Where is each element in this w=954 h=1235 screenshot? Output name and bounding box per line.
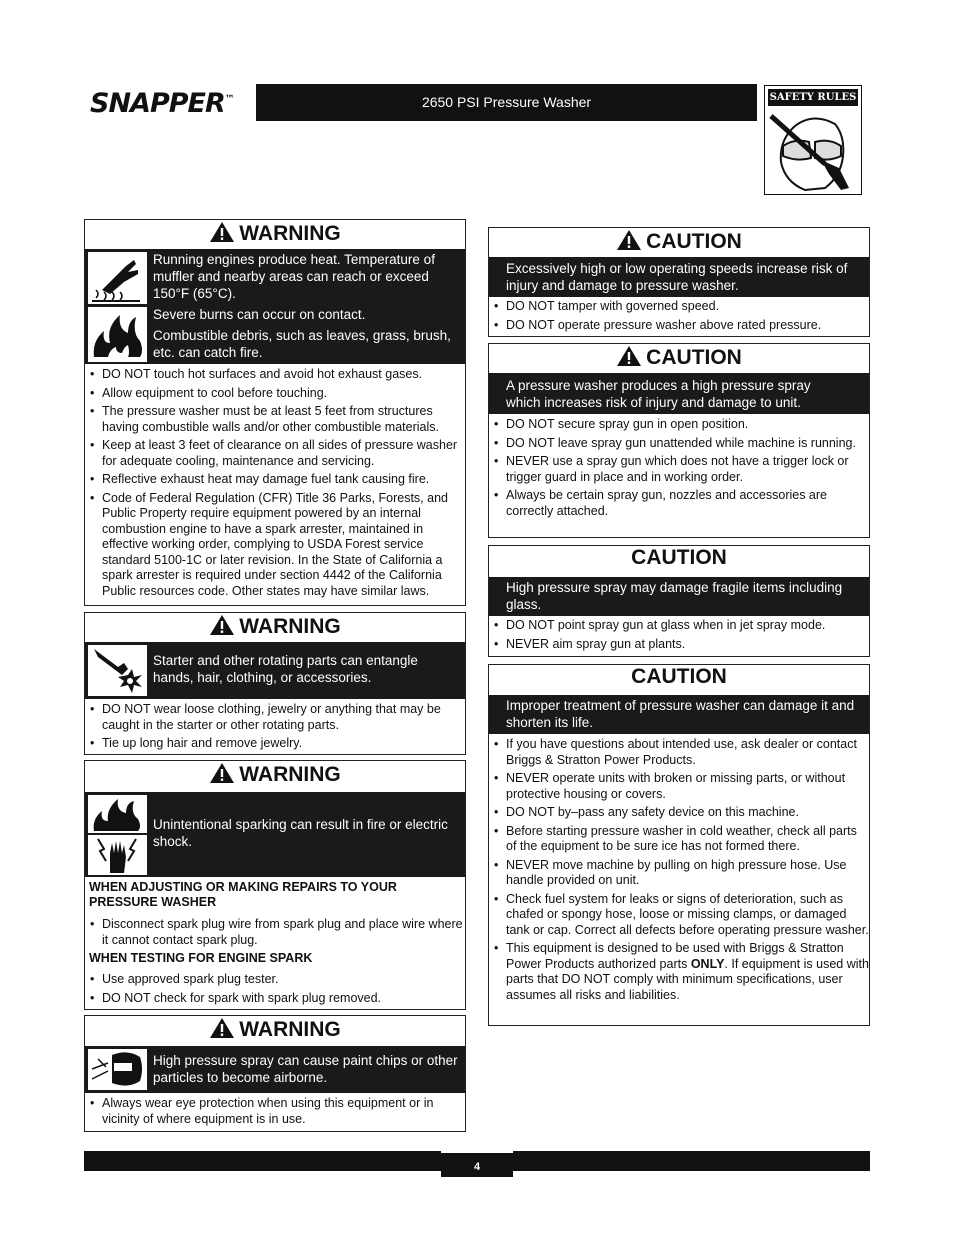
caution-bullets (492, 299, 868, 336)
hazard-text-fragile: High pressure spray may damage fragile items including glass. (506, 580, 843, 612)
list-item: • DO NOT operate pressure washer above rated pressure. (492, 318, 868, 334)
warning-box-heat (84, 219, 466, 606)
warning-triangle-icon (209, 221, 235, 243)
caution-heading: CAUTION (489, 345, 869, 370)
list-item: • Always be certain spray gun, nozzles and accessories are correctly attached. (492, 488, 868, 519)
list-item: • NEVER move machine by pulling on high pressure hose. Use handle provided on unit. (492, 858, 870, 889)
caution-bullets (492, 618, 868, 655)
list-item: • Reflective exhaust heat may damage fuel tank causing fire. (88, 472, 464, 488)
page-number: 4 (441, 1158, 513, 1177)
list-item: • Before starting pressure washer in cold weather, check all parts of the equipment to be sure ice has not formed there. (492, 824, 870, 855)
list-item: • Always wear eye protection when using this equipment or in vicinity of where equipment is in use. (88, 1096, 464, 1127)
hazard-text-entangle: Starter and other rotating parts can entangle hands, hair, clothing, or accessories. (153, 653, 418, 685)
caution-bullets (492, 417, 868, 522)
hazard-text-debris: Combustible debris, such as leaves, grass, brush, etc. can catch fire. (153, 328, 451, 360)
subheading-testing: WHEN TESTING FOR ENGINE SPARK (89, 951, 313, 965)
warning-heading: WARNING (85, 1017, 465, 1042)
hazard-band (489, 257, 869, 297)
fire-icon (88, 795, 147, 833)
hazard-text-airborne: High pressure spray can cause paint chips or other particles to become airborne. (153, 1053, 458, 1085)
caution-bullets (492, 737, 870, 1006)
hazard-band (85, 249, 465, 364)
snapper-logo (90, 88, 250, 120)
warning-bullets (88, 972, 464, 1009)
hazard-text-spray: A pressure washer produces a high pressure spray which increases risk of injury and damage to unit. (506, 378, 811, 410)
list-item: • Code of Federal Regulation (CFR) Title 36 Parks, Forests, and Public Property require equipment powered by an internal combustion engine to have a spark arrester, maintained in effective working order, complying to USDA Forest service standard 5100-1C or later revision. In the State of California a spark arrester is required under section 4442 of the California Public resources code. Other states may have similar laws. (88, 491, 464, 600)
caution-box-fragile (488, 545, 870, 657)
warning-triangle-icon (616, 229, 642, 251)
list-item: • Check fuel system for leaks or signs of deterioration, such as chafed or spongy hose, loose or missing clamps, or damaged tank or cap. Correct all defects before operating pressure washer. (492, 892, 870, 939)
warning-triangle-icon (209, 762, 235, 784)
warning-bullets (88, 1096, 464, 1130)
hazard-text-heat: Running engines produce heat. Temperature of muffler and nearby areas can reach or exceed 150°F (65°C). (153, 252, 435, 301)
caution-box-treatment (488, 664, 870, 1026)
list-item: • DO NOT by–pass any safety device on this machine. (492, 805, 870, 821)
list-item: • Disconnect spark plug wire from spark plug and place wire where it cannot contact spark plug. (88, 917, 464, 948)
warning-bullets (88, 917, 464, 951)
list-item: • This equipment is designed to be used with Briggs & Stratton Power Products authorized parts ONLY. If equipment is used with parts that DO NOT comply with minimum specifications, user assumes all risks and liabilities. (492, 941, 870, 1003)
warning-box-entangle (84, 612, 466, 755)
list-item: • Keep at least 3 feet of clearance on all sides of pressure washer for adequate cooling, maintenance and servicing. (88, 438, 464, 469)
subheading-repairs: WHEN ADJUSTING OR MAKING REPAIRS TO YOUR PRESSURE WASHER (89, 880, 397, 909)
warning-bullets (88, 702, 464, 755)
hazard-band (489, 373, 869, 414)
brand-name: SNAPPER (90, 88, 225, 119)
hazard-band (85, 642, 465, 699)
warning-heading: WARNING (85, 221, 465, 246)
warning-triangle-icon (209, 614, 235, 636)
safety-rules-label: SAFETY RULES (768, 89, 858, 106)
caution-heading: CAUTION (631, 665, 727, 688)
trademark-symbol: ™ (224, 94, 235, 105)
list-item: • If you have questions about intended use, ask dealer or contact Briggs & Stratton Power Products. (492, 737, 870, 768)
hot-surface-icon (88, 252, 147, 304)
list-item: • DO NOT leave spray gun unattended while machine is running. (492, 436, 868, 452)
list-item: • DO NOT tamper with governed speed. (492, 299, 868, 315)
warning-triangle-icon (209, 1017, 235, 1039)
document-title: 2650 PSI Pressure Washer (256, 84, 757, 121)
list-item: • DO NOT secure spray gun in open position. (492, 417, 868, 433)
hazard-text-sparking: Unintentional sparking can result in fire or electric shock. (153, 817, 448, 849)
hazard-band (85, 1046, 465, 1093)
list-item: • Tie up long hair and remove jewelry. (88, 736, 464, 752)
caution-heading: CAUTION (489, 229, 869, 254)
hazard-band (489, 695, 869, 734)
list-item: • NEVER use a spray gun which does not have a trigger lock or trigger guard in place and in working order. (492, 454, 868, 485)
list-item: • NEVER aim spray gun at plants. (492, 637, 868, 653)
fire-icon (88, 307, 147, 362)
safety-goggles-icon (765, 106, 861, 194)
caution-box-spray (488, 343, 870, 538)
list-item: • DO NOT touch hot surfaces and avoid hot exhaust gases. (88, 367, 464, 383)
eye-protection-icon (88, 1049, 147, 1090)
list-item: • The pressure washer must be at least 5 feet from structures having combustible walls and/or other combustible materials. (88, 404, 464, 435)
footer-divider (441, 1151, 513, 1153)
caution-box-speed (488, 227, 870, 337)
list-item: • Use approved spark plug tester. (88, 972, 464, 988)
warning-bullets (88, 367, 464, 602)
hazard-band (85, 792, 465, 877)
hazard-text-burns: Severe burns can occur on contact. (153, 307, 366, 322)
safety-rules-badge (764, 85, 862, 195)
hazard-band (489, 577, 869, 616)
electric-shock-icon (88, 835, 147, 875)
warning-heading: WARNING (85, 614, 465, 639)
warning-box-airborne (84, 1015, 466, 1132)
hazard-text-speed: Excessively high or low operating speeds increase risk of injury and damage to pressure washer. (506, 261, 848, 293)
warning-triangle-icon (616, 345, 642, 367)
list-item: • Allow equipment to cool before touching. (88, 386, 464, 402)
list-item: • NEVER operate units with broken or missing parts, or without protective housing or covers. (492, 771, 870, 802)
caution-heading: CAUTION (631, 546, 727, 569)
warning-heading: WARNING (85, 762, 465, 787)
warning-box-sparking (84, 760, 466, 1010)
list-item: • DO NOT check for spark with spark plug removed. (88, 991, 464, 1007)
rotating-parts-icon (88, 645, 147, 696)
list-item: • DO NOT wear loose clothing, jewelry or anything that may be caught in the starter or other rotating parts. (88, 702, 464, 733)
hazard-text-treatment: Improper treatment of pressure washer can damage it and shorten its life. (506, 698, 855, 730)
list-item: • DO NOT point spray gun at glass when in jet spray mode. (492, 618, 868, 634)
